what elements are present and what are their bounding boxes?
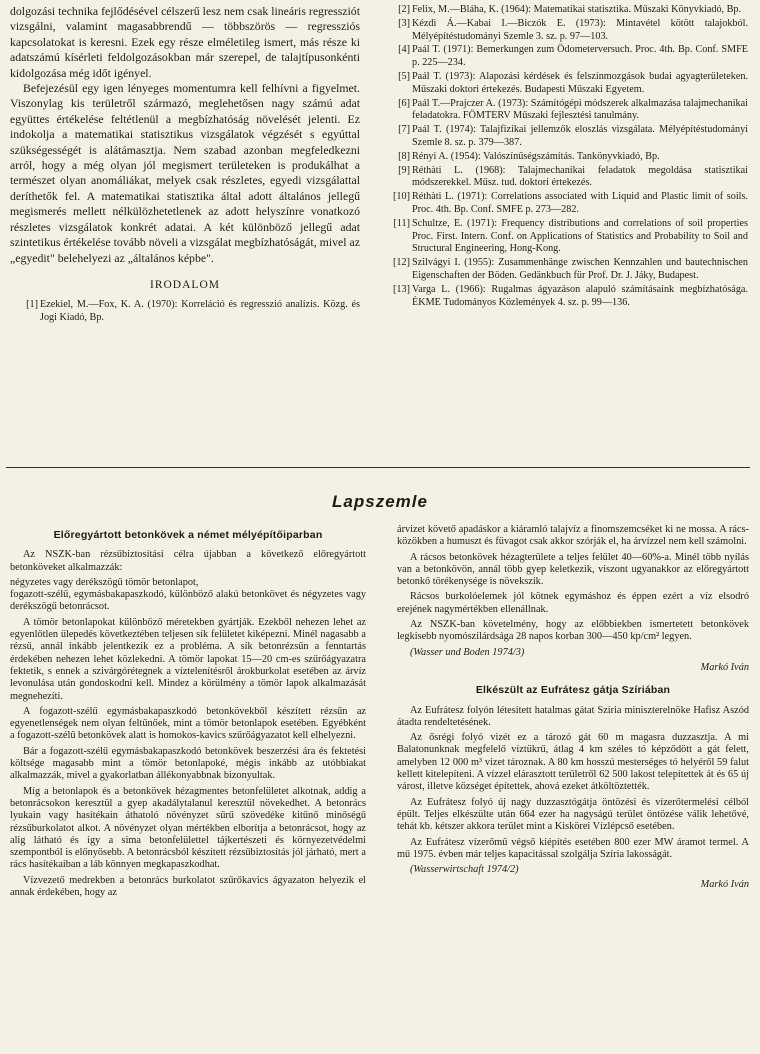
reference-number: [12] [393, 257, 410, 269]
article1-paragraph: Az NSZK-ban követelmény, hogy az előbbiekben ismertetett betonkövek legkisebb nyomószilárdsága 28 napos korban 300—450 kp/cm² legyen. [397, 619, 749, 643]
reference-number: [13] [393, 283, 410, 295]
reference-number: [7] [398, 124, 410, 136]
reference-item [382, 284, 748, 310]
reference-number: [11] [393, 217, 410, 229]
references-column [382, 4, 748, 310]
reference-number: [6] [398, 97, 410, 109]
reference-text: Szilvágyi I. (1955): Zusammenhänge zwischen Kennzahlen und bautechnischen Eigenschaften der Böden. Gedänkbuch für Prof. Dr. J. Jáky, Budapest. [412, 257, 748, 281]
article2-source: (Wasserwirtschaft 1974/2) [410, 864, 519, 876]
article1-paragraph: Rácsos burkolóelemek jól kötnek egymáshoz és éppen ezért a víz elsodró erejének nagymértékben ellenállnak. [397, 591, 749, 615]
reference-item [382, 124, 748, 150]
article2-paragraph: Az Eufrátesz folyón létesített hatalmas gátat Szíria miniszterelnöke Hafisz Aszód átadta rendeltetésének. [397, 704, 749, 728]
section-divider [6, 467, 750, 468]
reference-number: [3] [398, 17, 410, 29]
article1-paragraph: Bár a fogazott-szélű egymásbakapaszkodó betonkövek beszerzési ára és fektetési költsége magasabb mint a tömör betonlapoké, mégis inkább az utóbbiakat alkalmazzák, mivel a gyakorlatban állékonyabbnak bizonyultak. [10, 745, 366, 782]
reference-item [382, 4, 748, 17]
article1-source: (Wasser und Boden 1974/3) [410, 646, 525, 658]
reference-text: Kézdi Á.—Kabai I.—Biczók E. (1973): Mintavétel kötött talajokból. Mélyépítéstudományi Szemle 3. sz. p. 97—103. [412, 17, 748, 42]
reference-number: [2] [398, 4, 410, 15]
reference-text: Réthàti L. (1971): Correlations associated with Liquid and Plastic limit of soils. Proc. 4th. Bp. Conf. SMFE p. 273—282. [412, 191, 748, 215]
conclusion-column [10, 4, 360, 326]
reference-text: Paál T. (1971): Bemerkungen zum Ödometerversuch. Proc. 4th. Bp. Conf. SMFE p. 225—234. [412, 44, 748, 69]
article1-author: Markó Iván [700, 661, 749, 673]
reference-number: [5] [398, 70, 410, 82]
reference-text: Réthàti L. (1968): Talajmechanikai feladatok megoldása statisztikai módszerekkel. Műsz. tud. doktori értekezés. [412, 164, 748, 189]
article1-list-item: fogazott-szélű, egymásbakapaszkodó, különböző alakú betonkövet és négyzetes vagy derékszögű betonrácsot. [10, 589, 366, 613]
reference-item [382, 71, 748, 97]
article2-title: Elkészült az Eufrátesz gátja Szíriában [475, 684, 671, 697]
reference-text: Paál T. (1974): Talajfizikai jellemzők eloszlás vizsgálata. Mélyépítéstudományi Szemle 8. sz. p. 379—387. [412, 124, 748, 148]
reference-number: [1] [26, 299, 38, 311]
article1-paragraph: A rácsos betonkövek hézagterülete a teljes felület 40—60%-a. Minél több nyílás van a betonkövön, annál több gyep keletkezik, viszont ugyanakkor az előregyártott betonkő törékenysége is növekszik. [397, 551, 749, 588]
reference-item [382, 257, 748, 283]
reference-item [382, 191, 748, 217]
reference-item [382, 98, 748, 124]
reference-text: Paál T. (1973): Alapozási kérdések és felszínmozgások budai agyagterületeken. Műszaki doktori értekezés. Budapesti Műszaki Egyetem. [412, 70, 748, 95]
reference-item [382, 151, 748, 164]
article1-title: Előregyártott betonkövek a német mélyépítőiparban [53, 529, 323, 541]
article2-paragraph: Az Eufrátesz folyó új nagy duzzasztógátja öntözési és vízerőtermelési célból épült. Teljes elkészülte után 664 ezer ha nagyságú terület öntözése válik lehetővé, tehát kb. kétszer akkora terület mint a Kiskörei Vízlépcső esetében. [397, 796, 749, 833]
references-heading: IRODALOM [150, 278, 220, 291]
reference-text: Rényi A. (1954): Valószínűségszámítás. Tankönyvkiadó, Bp. [412, 150, 660, 162]
reference-item [382, 18, 748, 44]
article1-list-item: négyzetes vagy derékszögű tömör betonlapot, [10, 576, 199, 588]
reference-item [382, 165, 748, 191]
reference-number: [10] [393, 191, 410, 203]
reference-text: Felix, M.—Bláha, K. (1964): Matematikai statisztika. Műszaki Könyvkiadó, Bp. [412, 4, 742, 15]
reference-text: Ezekiel, M.—Fox, K. A. (1970): Korreláció és regresszió analízis. Közg. és Jogi Kiadó, Bp. [40, 299, 360, 324]
article1-column-left [10, 529, 366, 902]
reference-item [10, 299, 360, 325]
conclusion-paragraph-2: Befejezésül egy igen lényeges momentumra kell felhívni a figyelmet. Viszonylag kis területről származó, meglehetősen nagy számú adat együttes értékelése feltétlenül a megbízhatóság növelését jelenti. Ez indokolja a matematikai statisztikus vizsgálatok végzését s egyúttal szükségességét is alátámasztja. Nem szabad azonban megfeledkezni arról, hogy a még olyan jól megismert területeken is produkálhat a természet olyan anomáliákat, melyek csak részletes, egyedi vizsgálattal deríthetők fel. A matematikai statisztika által adott általános jellegű megismerés mellett nélkülözhetetlenek az adott helyszínre vonatkozó részletes vizsgálatok konkrét adatai. A két különböző jellegű adat szintetikus értékelése tovább növeli a vizsgálat megbízhatóságát, mivel az „egyedit" belehelyezi az „általános képbe". [10, 81, 360, 265]
article2-author: Markó Iván [700, 879, 749, 891]
reference-item [382, 218, 748, 256]
article1-paragraph: A fogazott-szélű egymásbakapaszkodó betonkövekből készített rézsűn az egyenetlenségek nem olyan feltűnőek, mint a tömör betonlapok esetében. Egyébként a fogazott-szélű betonkövek alatt is homokos-kavics szűrőágyazatot kell elhelyezni. [10, 705, 366, 742]
reference-number: [4] [398, 44, 410, 56]
article1-paragraph: árvizet követő apadáskor a kiáramló talajvíz a finomszemcséket ki ne mossa. A rács-közökben a humuszt és füvagot csak akkor szórják el, ha árvízzel nem kell számolni. [397, 524, 749, 548]
reference-text: Varga L. (1966): Rugalmas ágyazáson alapuló számításaink megbízhatósága. ÉKME Tudományos Közlemények 4. sz. p. 99—136. [412, 283, 748, 308]
reference-number: [9] [398, 164, 410, 176]
reference-item [382, 44, 748, 70]
article1-paragraph: Míg a betonlapok és a betonkövek hézagmentes betonfelületet alkotnak, addig a betonrácsokon keresztül a gyep akadálytalanul keresztül növekedhet. A betonrács lyukain vagy hasítékain áthatoló növényzet sűrű szövedéke kitűnő minőségű rézsűburkolatot alkot. A növényzet olyan mértékben elborítja a betonrácsot, hogy az alig látható és így a sima betonfelülettel tájkertészeti és környezetvédelmi szempontból is előnyösebb. A betonrácsból készített rézsűbiztosítás jól járható, mert a rács hasítékaiban a láb könnyen megkapaszkodhat. [10, 785, 366, 871]
reference-text: Schultze, E. (1971): Frequency distributions and correlations of soil properties Proc. First. Intern. Conf. on Applications of Statistics and Probability to Soil and Structural Engineering, Hong-Kong. [412, 217, 748, 255]
reference-number: [8] [398, 150, 410, 162]
article2-paragraph: Az ősrégi folyó vizét ez a tározó gát 60 m magasra duzzasztja. A mi Balatonunknak megfelelő víztükrű, átlag 4 km széles tó képződött a gát felett, amelyben 12 000 m³ vizet tároznak. A 80 km hosszú mesterséges tó helyéről 59 falut kellett kitelepíteni. A vízzel elárasztott területről 62 500 lakost telepítettek át és 65 új várost, illetve községet építettek, ahová ezeket átköltöztették. [397, 732, 749, 793]
article1-paragraph: Az NSZK-ban rézsűbiztosítási célra újabban a következő előregyártott betonköveket alkalmazzák: [10, 549, 366, 573]
conclusion-paragraph-1: dolgozási technika fejlődésével célszerű lesz nem csak lineáris regressziót vizsgálni, valamint magasabbrendű — többszörös — regressziós kapcsolatokat is keresni. Ezek egy része elméletileg ismert, más része ki adatszámú kísérleti feldolgozásokban már szerepel, de talajtípusonkénti kidolgozása még időt igényel. [10, 4, 360, 80]
article1-paragraph: Vízvezető medrekben a betonrács burkolatot szűrőkavics ágyazaton helyezik el annak érdekében, hogy az [10, 874, 366, 899]
reference-text: Paál T.—Prajczer A. (1973): Számítógépi módszerek alkalmazása talajmechanikai feladatokra. FÖMTERV Műszaki fejlesztési tanulmány. [412, 97, 748, 122]
section-title: Lapszemle [332, 492, 428, 511]
article2-paragraph: Az Eufrátesz vízerőmű végső kiépítés esetében 800 ezer MW áramot termel. A mű 1975. évben már teljes kapacitással szolgálja Szíria lakosságát. [397, 836, 749, 860]
article-column-right [397, 524, 749, 895]
article1-paragraph: A tömör betonlapokat különböző méretekben gyártják. Ezekből nehezen lehet az egyenlőtlen ülepedés következtében teljesen sík felületet kiképezni. Minél nagasabb a rézsű, annál inkább jelentkezik ez a probléma. A sík betonrézsűn a fenntartás érdekében nehezen lehet közlekedni. A tömör lapokat 15—20 cm-es szűrőágyazatra fektetik, s ennek a szivárgórétegnek a víztelenítésről árokburkolat esetében az árvíz levonulása után gondoskodni kell. Mindez a körülmény a tömör lapok alkalmazását megnehezíti. [10, 616, 366, 702]
